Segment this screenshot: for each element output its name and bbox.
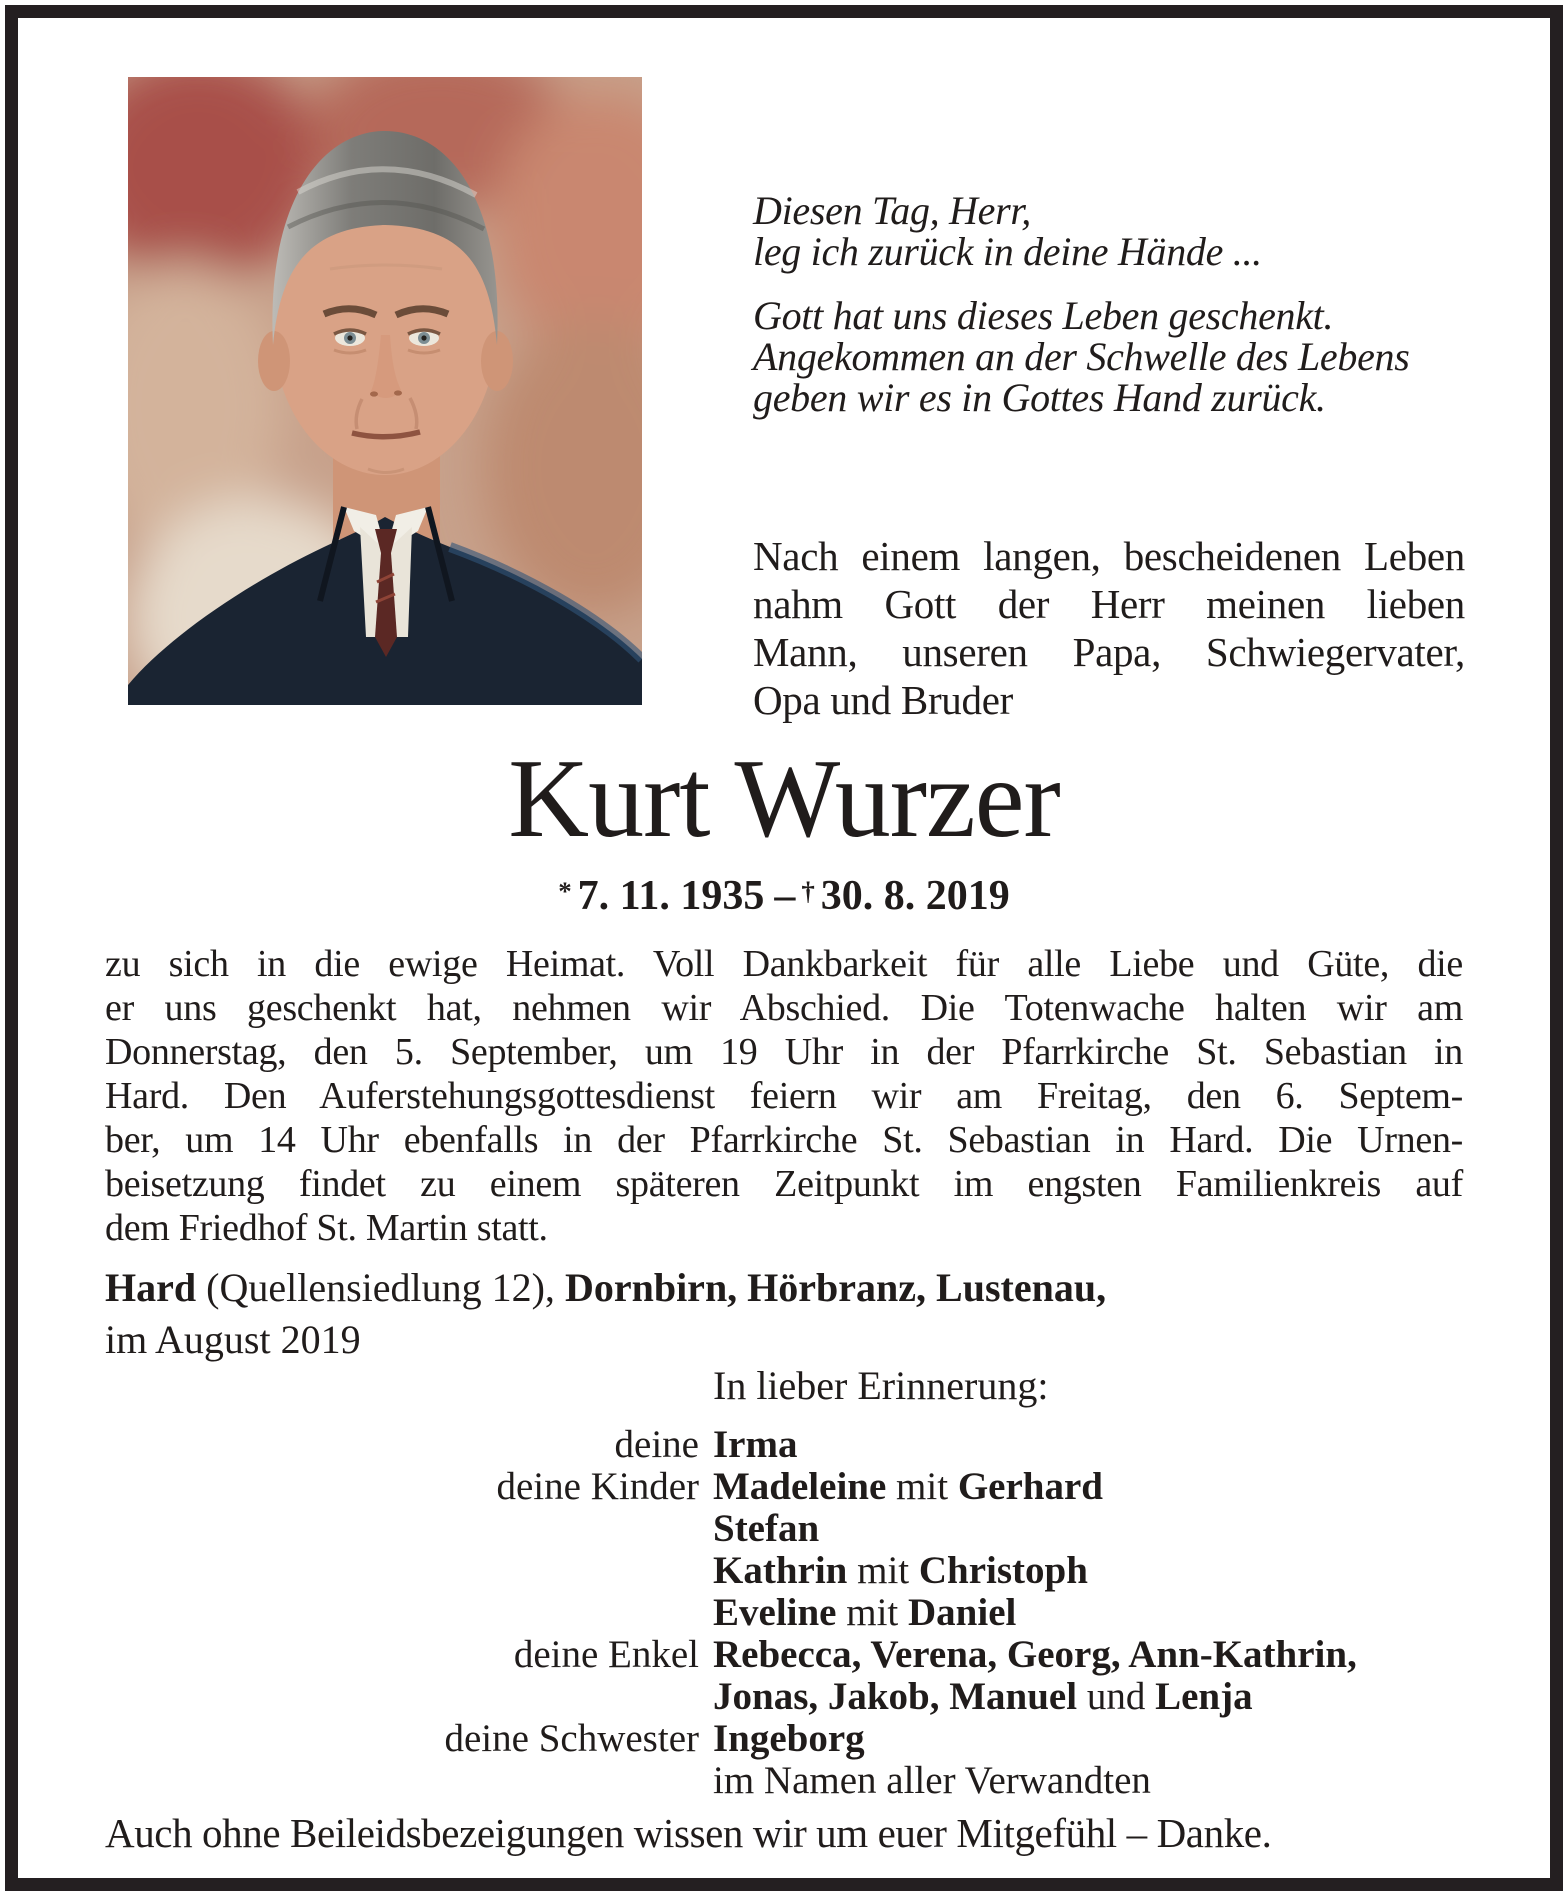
date-separator: – [774,873,796,919]
city-bold: Hard [105,1265,197,1310]
family-member-name: Lenja [1155,1675,1253,1718]
family-row-label [259,1760,699,1802]
family-row-names [713,1550,1473,1592]
family-row-names [713,1718,1473,1760]
family-row-label [259,1550,699,1592]
family-connector-text: im Namen aller Verwandten [713,1759,1151,1802]
family-list [259,1424,1473,1802]
left-ear [258,331,290,391]
family-member-name: Irma [713,1423,798,1466]
family-member-name: Eveline [713,1591,837,1634]
cities-bold: Dornbirn, Hörbranz, Lustenau, [564,1265,1107,1310]
birth-date: 7. 11. 1935 [577,873,765,919]
life-dates [0,868,1568,919]
family-member-name: Daniel [908,1591,1017,1634]
announcement-line: dem Friedhof St. Martin statt. [105,1207,548,1249]
death-date: 30. 8. 2019 [820,873,1010,919]
intro-line: Mann, unseren Papa, Schwiegervater, [753,629,1465,675]
family-row-names [713,1676,1473,1718]
family-row-names [713,1508,1473,1550]
family-member-name: Rebecca, Verena, Georg, Ann-Kathrin, [713,1633,1357,1676]
family-row-names [713,1424,1473,1466]
family-row-label: deine Schwester [444,1717,699,1760]
date-written: im August 2019 [105,1317,361,1362]
family-row-label [259,1592,699,1634]
announcement-line: Donnerstag, den 5. September, um 19 Uhr in der Pfarrkirche St. Sebastian in [105,1031,1463,1073]
intro-paragraph [753,532,1465,724]
family-member-name: Christoph [918,1549,1088,1592]
verse-line: Gott hat uns dieses Leben geschenkt. [753,293,1334,338]
family-connector-text: und [1077,1675,1156,1718]
family-member-name: Ingeborg [713,1717,865,1760]
family-row-names [713,1634,1473,1676]
announcement-line: zu sich in die ewige Heimat. Voll Dankbarkeit für alle Liebe und Güte, die [105,943,1463,985]
verse-block [753,190,1465,418]
announcement-line: ber, um 14 Uhr ebenfalls in der Pfarrkirche St. Sebastian in Hard. Die Urnen- [105,1119,1463,1161]
verse-line: geben wir es in Gottes Hand zurück. [753,375,1326,420]
closing-line: Auch ohne Beileidsbezeigungen wissen wir um euer Mitgefühl – Danke. [105,1810,1272,1856]
left-nostril [370,391,378,396]
family-member-name: Gerhard [957,1465,1103,1508]
intro-line: Nach einem langen, bescheidenen Leben [753,533,1465,579]
announcement-line: er uns geschenkt hat, nehmen wir Abschied. Die Totenwache halten wir am [105,987,1463,1029]
remembrance-heading: In lieber Erinnerung: [713,1363,1049,1408]
family-connector-text: mit [886,1465,958,1508]
intro-line: nahm Gott der Herr meinen lieben [753,581,1465,627]
announcement-line: Hard. Den Auferstehungsgottesdienst feiern wir am Freitag, den 6. Septem- [105,1075,1463,1117]
verse-line: Angekommen an der Schwelle des Lebens [753,334,1410,379]
family-row-label: deine [614,1423,699,1466]
verse-line: Diesen Tag, Herr, [753,188,1031,233]
location-line [105,1266,1463,1310]
portrait-photo [128,77,642,705]
family-row-label [259,1676,699,1718]
family-member-name: Stefan [713,1507,820,1550]
intro-line: Opa und Bruder [753,677,1013,723]
family-member-name: Madeleine [713,1465,887,1508]
family-row-names [713,1466,1473,1508]
family-row-label: deine Kinder [496,1465,699,1508]
family-connector-text: mit [847,1549,919,1592]
announcement-line: beisetzung findet zu einem späteren Zeitpunkt im engsten Familienkreis auf [105,1163,1463,1205]
death-cross-icon: † [801,876,815,906]
deceased-name: Kurt Wurzer [508,737,1060,861]
family-row-names [713,1592,1473,1634]
family-member-name: Kathrin [713,1549,848,1592]
family-row-label: deine Enkel [513,1633,699,1676]
verse-line: leg ich zurück in deine Hände ... [753,229,1262,274]
announcement-paragraph [105,942,1463,1250]
family-row-names [713,1760,1473,1802]
right-nostril [394,390,402,395]
birth-star-icon: * [558,876,572,906]
address: (Quellensiedlung 12), [196,1265,565,1310]
family-connector-text: mit [836,1591,909,1634]
portrait-illustration [128,77,642,705]
family-row-label [259,1508,699,1550]
family-member-name: Jonas, Jakob, Manuel [713,1675,1078,1718]
